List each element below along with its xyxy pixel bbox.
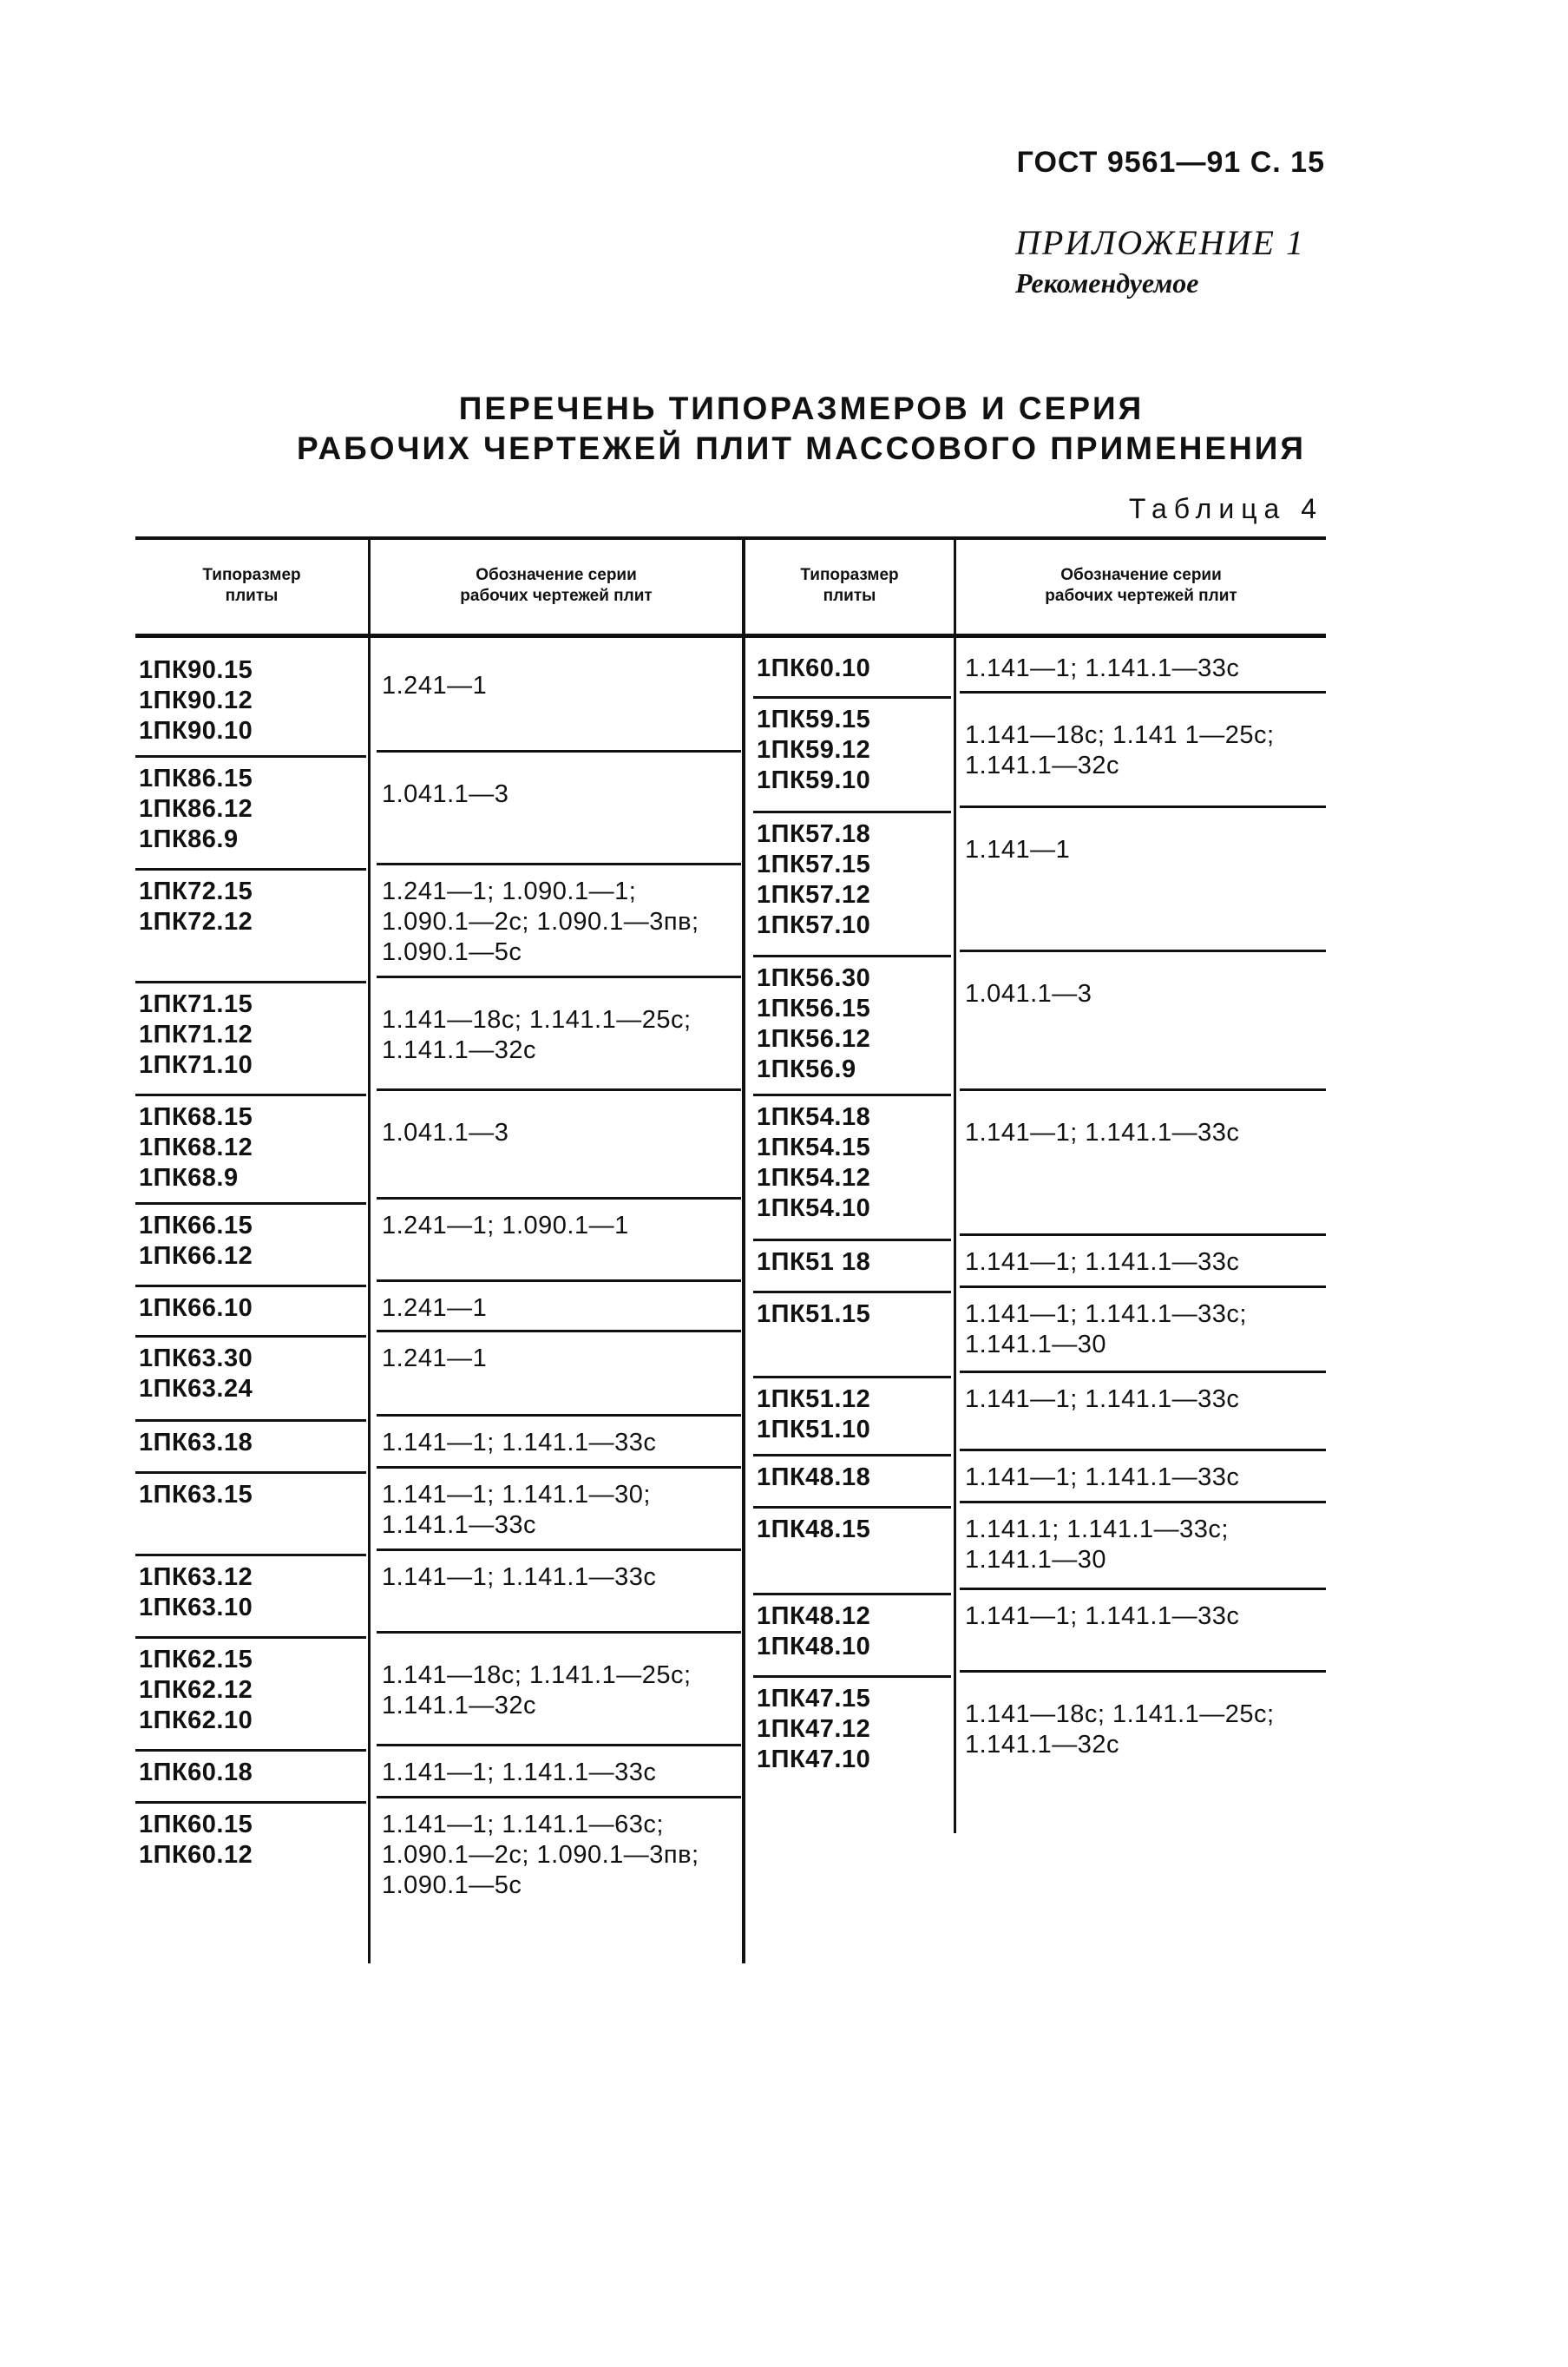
series-cell: 1.241—1 <box>382 1345 488 1372</box>
appendix-label: ПРИЛОЖЕНИЕ 1 <box>1015 223 1305 262</box>
row-separator-size <box>135 1801 366 1804</box>
row-separator-size <box>135 1285 366 1287</box>
row-separator-series <box>960 805 1326 808</box>
row-separator-series <box>960 1233 1326 1236</box>
col-separator-left <box>368 540 371 1963</box>
series-cell: 1.141—1; 1.141.1—33с <box>965 1385 1240 1413</box>
row-separator-size <box>135 1471 366 1474</box>
series-cell: 1.141—18с; 1.141.1—25с; 1.141.1—32с <box>382 1660 692 1719</box>
series-cell: 1.041.1—3 <box>965 979 1092 1008</box>
size-cell: 1ПК63.30 1ПК63.24 <box>139 1345 253 1403</box>
row-separator-series <box>377 1466 741 1469</box>
row-separator-size <box>753 811 951 813</box>
row-separator-size <box>135 868 366 871</box>
row-separator-series <box>960 1670 1326 1673</box>
row-separator-series <box>377 1088 741 1091</box>
row-separator-series <box>377 1631 741 1634</box>
title-line-1: ПЕРЕЧЕНЬ ТИПОРАЗМЕРОВ И СЕРИЯ <box>458 391 1145 426</box>
header-size-right: Типоразмер плиты <box>800 566 899 605</box>
row-separator-size <box>753 696 951 699</box>
row-separator-series <box>960 1588 1326 1590</box>
recommended-label: Рекомендуемое <box>1015 267 1199 299</box>
series-cell: 1.141—18с; 1.141.1—25с; 1.141.1—32с <box>965 1700 1275 1759</box>
row-separator-series <box>960 1371 1326 1373</box>
size-cell: 1ПК63.18 <box>139 1429 253 1456</box>
row-separator-series <box>377 750 741 753</box>
row-separator-size <box>753 1593 951 1595</box>
row-separator-size <box>753 1291 951 1293</box>
size-cell: 1ПК51.15 <box>757 1300 871 1328</box>
size-cell: 1ПК90.15 1ПК90.12 1ПК90.10 <box>139 656 253 745</box>
series-cell: 1.041.1—3 <box>382 1118 509 1147</box>
series-cell: 1.241—1 <box>382 1294 488 1322</box>
row-separator-size <box>135 981 366 983</box>
title-line-2: РАБОЧИХ ЧЕРТЕЖЕЙ ПЛИТ МАССОВОГО ПРИМЕНЕНИЯ <box>297 431 1306 466</box>
size-cell: 1ПК68.15 1ПК68.12 1ПК68.9 <box>139 1103 253 1192</box>
size-cell: 1ПК66.10 <box>139 1294 253 1322</box>
size-cell: 1ПК51 18 <box>757 1248 871 1276</box>
series-cell: 1.241—1; 1.090.1—1; 1.090.1—2с; 1.090.1—3пв; 1.090.1—5с <box>382 878 699 966</box>
series-cell: 1.141—1; 1.141.1—33с <box>965 654 1240 682</box>
row-separator-size <box>753 1376 951 1378</box>
series-cell: 1.241—1; 1.090.1—1 <box>382 1212 629 1239</box>
row-separator-series <box>960 1285 1326 1288</box>
row-separator-size <box>753 1454 951 1456</box>
row-separator-size <box>135 1094 366 1096</box>
size-cell: 1ПК63.15 <box>139 1481 253 1509</box>
table-label: Таблица 4 <box>1128 493 1323 524</box>
size-cell: 1ПК63.12 1ПК63.10 <box>139 1563 253 1621</box>
row-separator-size <box>135 1202 366 1205</box>
row-separator-size <box>135 755 366 758</box>
row-separator-size <box>135 1419 366 1422</box>
series-cell: 1.141—1; 1.141.1—33с <box>382 1429 657 1456</box>
size-cell: 1ПК47.15 1ПК47.12 1ПК47.10 <box>757 1685 871 1773</box>
size-cell: 1ПК56.30 1ПК56.15 1ПК56.12 1ПК56.9 <box>757 964 871 1083</box>
series-cell: 1.141—1; 1.141.1—33с; 1.141.1—30 <box>965 1300 1247 1358</box>
row-separator-series <box>377 976 741 978</box>
row-separator-series <box>377 863 741 865</box>
table-header-rule <box>135 634 1326 638</box>
header-series-left: Обозначение серии рабочих чертежей плит <box>460 566 653 605</box>
series-cell: 1.141—18с; 1.141.1—25с; 1.141.1—32с <box>382 1005 692 1064</box>
row-separator-series <box>377 1330 741 1332</box>
col-separator-right <box>954 540 956 1833</box>
series-cell: 1.141—1; 1.141.1—33с <box>965 1118 1240 1147</box>
series-cell: 1.141—18с; 1.141 1—25с; 1.141.1—32с <box>965 720 1275 779</box>
size-cell: 1ПК48.15 <box>757 1516 871 1543</box>
size-cell: 1ПК60.15 1ПК60.12 <box>139 1811 253 1869</box>
size-cell: 1ПК66.15 1ПК66.12 <box>139 1212 253 1270</box>
row-separator-series <box>377 1197 741 1200</box>
size-cell: 1ПК48.18 <box>757 1463 871 1491</box>
series-cell: 1.141—1; 1.141.1—63с; 1.090.1—2с; 1.090.1—3пв; 1.090.1—5с <box>382 1811 699 1899</box>
size-cell: 1ПК60.18 <box>139 1759 253 1786</box>
row-separator-series <box>377 1279 741 1282</box>
row-separator-size <box>753 1239 951 1241</box>
size-cell: 1ПК59.15 1ПК59.12 1ПК59.10 <box>757 706 871 794</box>
row-separator-size <box>135 1636 366 1639</box>
size-cell: 1ПК86.15 1ПК86.12 1ПК86.9 <box>139 765 253 853</box>
table-top-rule <box>135 536 1326 540</box>
header-size-left: Типоразмер плиты <box>202 566 301 605</box>
row-separator-series <box>377 1414 741 1417</box>
series-cell: 1.041.1—3 <box>382 779 509 808</box>
row-separator-series <box>377 1796 741 1798</box>
series-cell: 1.141.1; 1.141.1—33с; 1.141.1—30 <box>965 1516 1229 1574</box>
page-header-standard: ГОСТ 9561—91 С. 15 <box>1016 146 1325 179</box>
size-cell: 1ПК72.15 1ПК72.12 <box>139 878 253 936</box>
size-cell: 1ПК60.10 <box>757 654 871 682</box>
row-separator-size <box>753 1675 951 1678</box>
series-cell: 1.141—1; 1.141.1—33с <box>382 1759 657 1786</box>
header-series-right: Обозначение серии рабочих чертежей плит <box>1045 566 1237 605</box>
row-separator-size <box>135 1554 366 1556</box>
size-cell: 1ПК62.15 1ПК62.12 1ПК62.10 <box>139 1646 253 1734</box>
size-cell: 1ПК51.12 1ПК51.10 <box>757 1385 871 1443</box>
col-separator-middle <box>742 540 745 1963</box>
row-separator-series <box>377 1548 741 1551</box>
row-separator-series <box>960 691 1326 694</box>
series-cell: 1.141—1; 1.141.1—33с <box>965 1248 1240 1276</box>
size-cell: 1ПК54.18 1ПК54.15 1ПК54.12 1ПК54.10 <box>757 1103 871 1222</box>
row-separator-size <box>753 1506 951 1509</box>
row-separator-size <box>135 1335 366 1338</box>
series-cell: 1.141—1; 1.141.1—33с <box>965 1463 1240 1491</box>
size-cell: 1ПК57.18 1ПК57.15 1ПК57.12 1ПК57.10 <box>757 820 871 939</box>
series-cell: 1.241—1 <box>382 671 488 700</box>
row-separator-series <box>960 1088 1326 1091</box>
row-separator-series <box>377 1744 741 1746</box>
row-separator-series <box>960 950 1326 952</box>
row-separator-size <box>753 1094 951 1096</box>
size-cell: 1ПК48.12 1ПК48.10 <box>757 1602 871 1660</box>
row-separator-series <box>960 1449 1326 1451</box>
series-cell: 1.141—1; 1.141.1—33с <box>965 1602 1240 1630</box>
row-separator-series <box>960 1501 1326 1503</box>
series-cell: 1.141—1 <box>965 835 1071 864</box>
row-separator-size <box>135 1749 366 1752</box>
series-cell: 1.141—1; 1.141.1—30; 1.141.1—33с <box>382 1481 651 1539</box>
size-cell: 1ПК71.15 1ПК71.12 1ПК71.10 <box>139 990 253 1079</box>
series-cell: 1.141—1; 1.141.1—33с <box>382 1563 657 1591</box>
row-separator-size <box>753 955 951 957</box>
